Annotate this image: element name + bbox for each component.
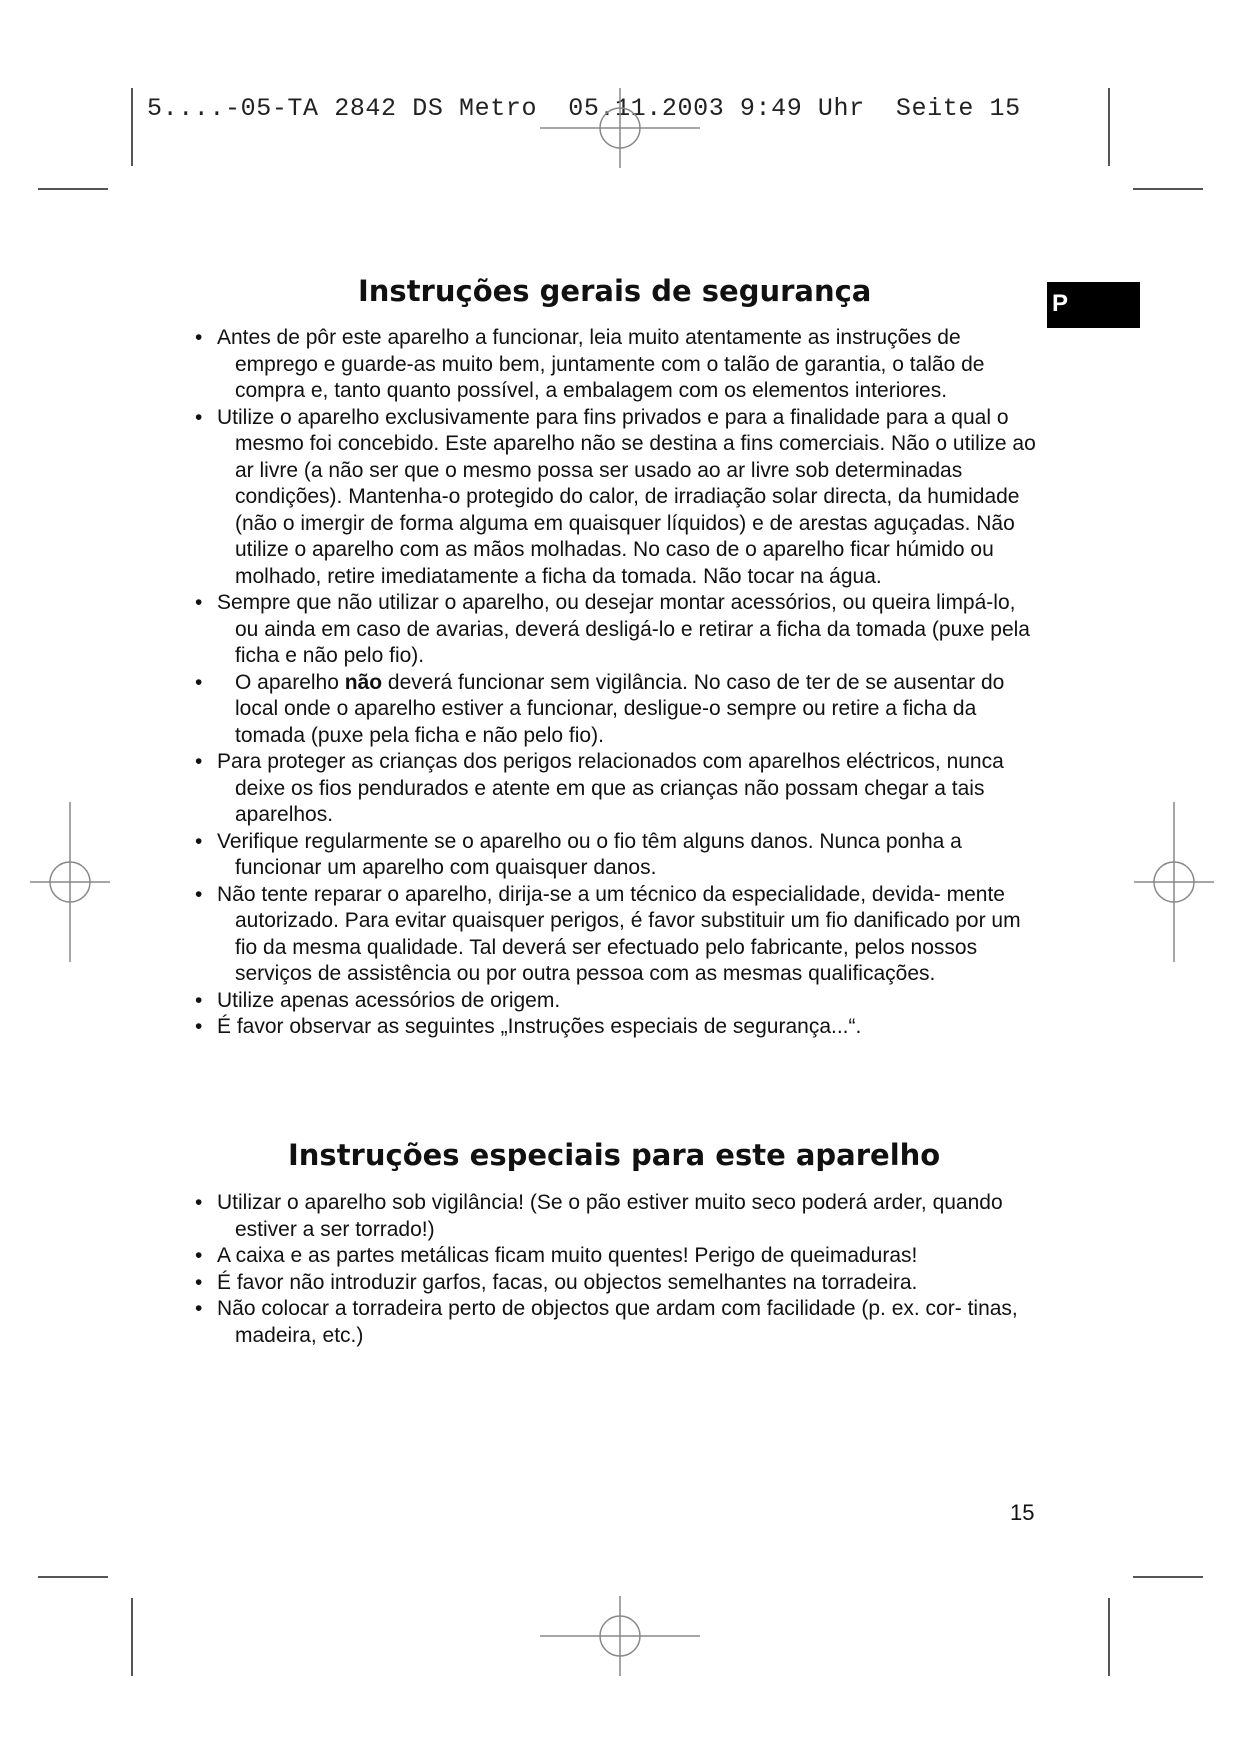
print-slug-header: 5....-05-TA 2842 DS Metro 05.11.2003 9:49 Uhr Seite 15 <box>147 94 1021 123</box>
bullet-icon: • <box>195 1191 203 1214</box>
bullet-icon: • <box>195 1015 203 1038</box>
bullet-icon: • <box>195 829 203 853</box>
registration-crosshair-right-icon <box>1134 802 1214 962</box>
list-item: • É favor observar as seguintes „Instruções especiais de segurança...“. <box>195 1014 1041 1041</box>
list-item: • Não tente reparar o aparelho, dirija-se a um técnico da especialidade, devida- mente autorizado. Para evitar quaisquer perigos, é favor substituir um fio danificado por um fio da mesma qualidade. Tal deverá ser efectuado pelo fabricante, pelos nossos serviços de assistência ou por outra pessoa com as mesmas qualificações. <box>195 882 1021 985</box>
bullet-icon: • <box>195 988 203 1012</box>
list-item: • Utilize apenas acessórios de origem. <box>195 988 1041 1015</box>
emphasis-nao: não <box>344 670 383 694</box>
list-item: • Para proteger as crianças dos perigos relacionados com aparelhos eléctricos, nunca deixe os fios pendurados e atente em que as crianças não possam chegar a tais aparelhos. <box>195 750 1004 826</box>
crop-mark-bottom-right-vertical <box>1108 1598 1110 1676</box>
bullet-icon: • <box>195 326 203 349</box>
list-item: • O aparelho não deverá funcionar sem vigilância. No caso de ter de se ausentar do local onde o aparelho estiver a funcionar, desligue-o sempre ou retire a ficha da tomada (puxe pela ficha e não pelo fio). <box>195 670 1005 747</box>
crop-mark-top-right-vertical <box>1108 88 1110 166</box>
list-item: • Verifique regularmente se o aparelho ou o fio têm alguns danos. Nunca ponha a funcionar um aparelho com quaisquer danos. <box>195 829 962 879</box>
registration-crosshair-bottom-icon <box>540 1596 700 1676</box>
list-item: • Utilizar o aparelho sob vigilância! (Se o pão estiver muito seco poderá arder, quando estiver a ser torrado!) <box>195 1191 1003 1241</box>
list-item: • Antes de pôr este aparelho a funcionar, leia muito atentamente as instruções de emprego e guarde-as muito bem, juntamente com o talão de garantia, o talão de compra e, tanto quanto possível, a embalagem com os elementos interiores. <box>195 326 985 402</box>
registration-crosshair-top-icon <box>540 88 700 168</box>
list-item: • A caixa e as partes metálicas ficam muito quentes! Perigo de queimaduras! <box>195 1243 1041 1270</box>
list-item: • Não colocar a torradeira perto de objectos que ardam com facilidade (p. ex. cor- tinas, madeira, etc.) <box>195 1297 1018 1347</box>
list-item: • Utilize o aparelho exclusivamente para fins privados e para a finalidade para a qual o mesmo foi concebido. Este aparelho não se destina a fins comerciais. Não o utilize ao ar livre (a não ser que o mesmo possa ser usado ao ar livre sob determinadas condições). Mantenha-o protegido do calor, de irradiação solar directa, da humidade (não o imergir de forma alguma em quaisquer líquidos) e de arestas aguçadas. Não utilize o aparelho com as mãos molhadas. No caso de o aparelho ficar húmido ou molhado, retire imediatamente a ficha da tomada. Não tocar na água. <box>195 405 1036 588</box>
registration-crosshair-left-icon <box>30 802 110 962</box>
list-item: • Sempre que não utilizar o aparelho, ou desejar montar acessórios, ou queira limpá-lo, ou ainda em caso de avarias, deverá desligá-lo e retirar a ficha da tomada (puxe pela ficha e não pelo fio). <box>195 591 1030 667</box>
crop-mark-bottom-left-horizontal <box>38 1576 108 1578</box>
bullet-icon: • <box>195 1244 203 1267</box>
crop-mark-bottom-right-horizontal <box>1133 1576 1203 1578</box>
bullet-icon: • <box>195 405 203 429</box>
bullet-icon: • <box>195 1270 203 1294</box>
section-title-general-safety: Instruções gerais de segurança <box>358 274 872 308</box>
general-safety-list <box>195 325 1041 1041</box>
page-number: 15 <box>1010 1500 1035 1525</box>
bullet-icon: • <box>195 882 203 906</box>
list-item: • É favor não introduzir garfos, facas, ou objectos semelhantes na torradeira. <box>195 1270 1041 1297</box>
section-title-special-instructions: Instruções especiais para este aparelho <box>288 1138 941 1172</box>
bullet-icon: • <box>195 1297 203 1320</box>
language-tab-portuguese: P <box>1047 282 1140 328</box>
crop-mark-top-left-horizontal <box>38 188 108 190</box>
bullet-icon: • <box>195 670 203 694</box>
crop-mark-bottom-left-vertical <box>131 1598 133 1676</box>
bullet-icon: • <box>195 750 203 773</box>
special-instructions-list <box>195 1190 1041 1349</box>
crop-mark-top-left-vertical <box>131 88 133 166</box>
crop-mark-top-right-horizontal <box>1133 188 1203 190</box>
bullet-icon: • <box>195 591 203 614</box>
